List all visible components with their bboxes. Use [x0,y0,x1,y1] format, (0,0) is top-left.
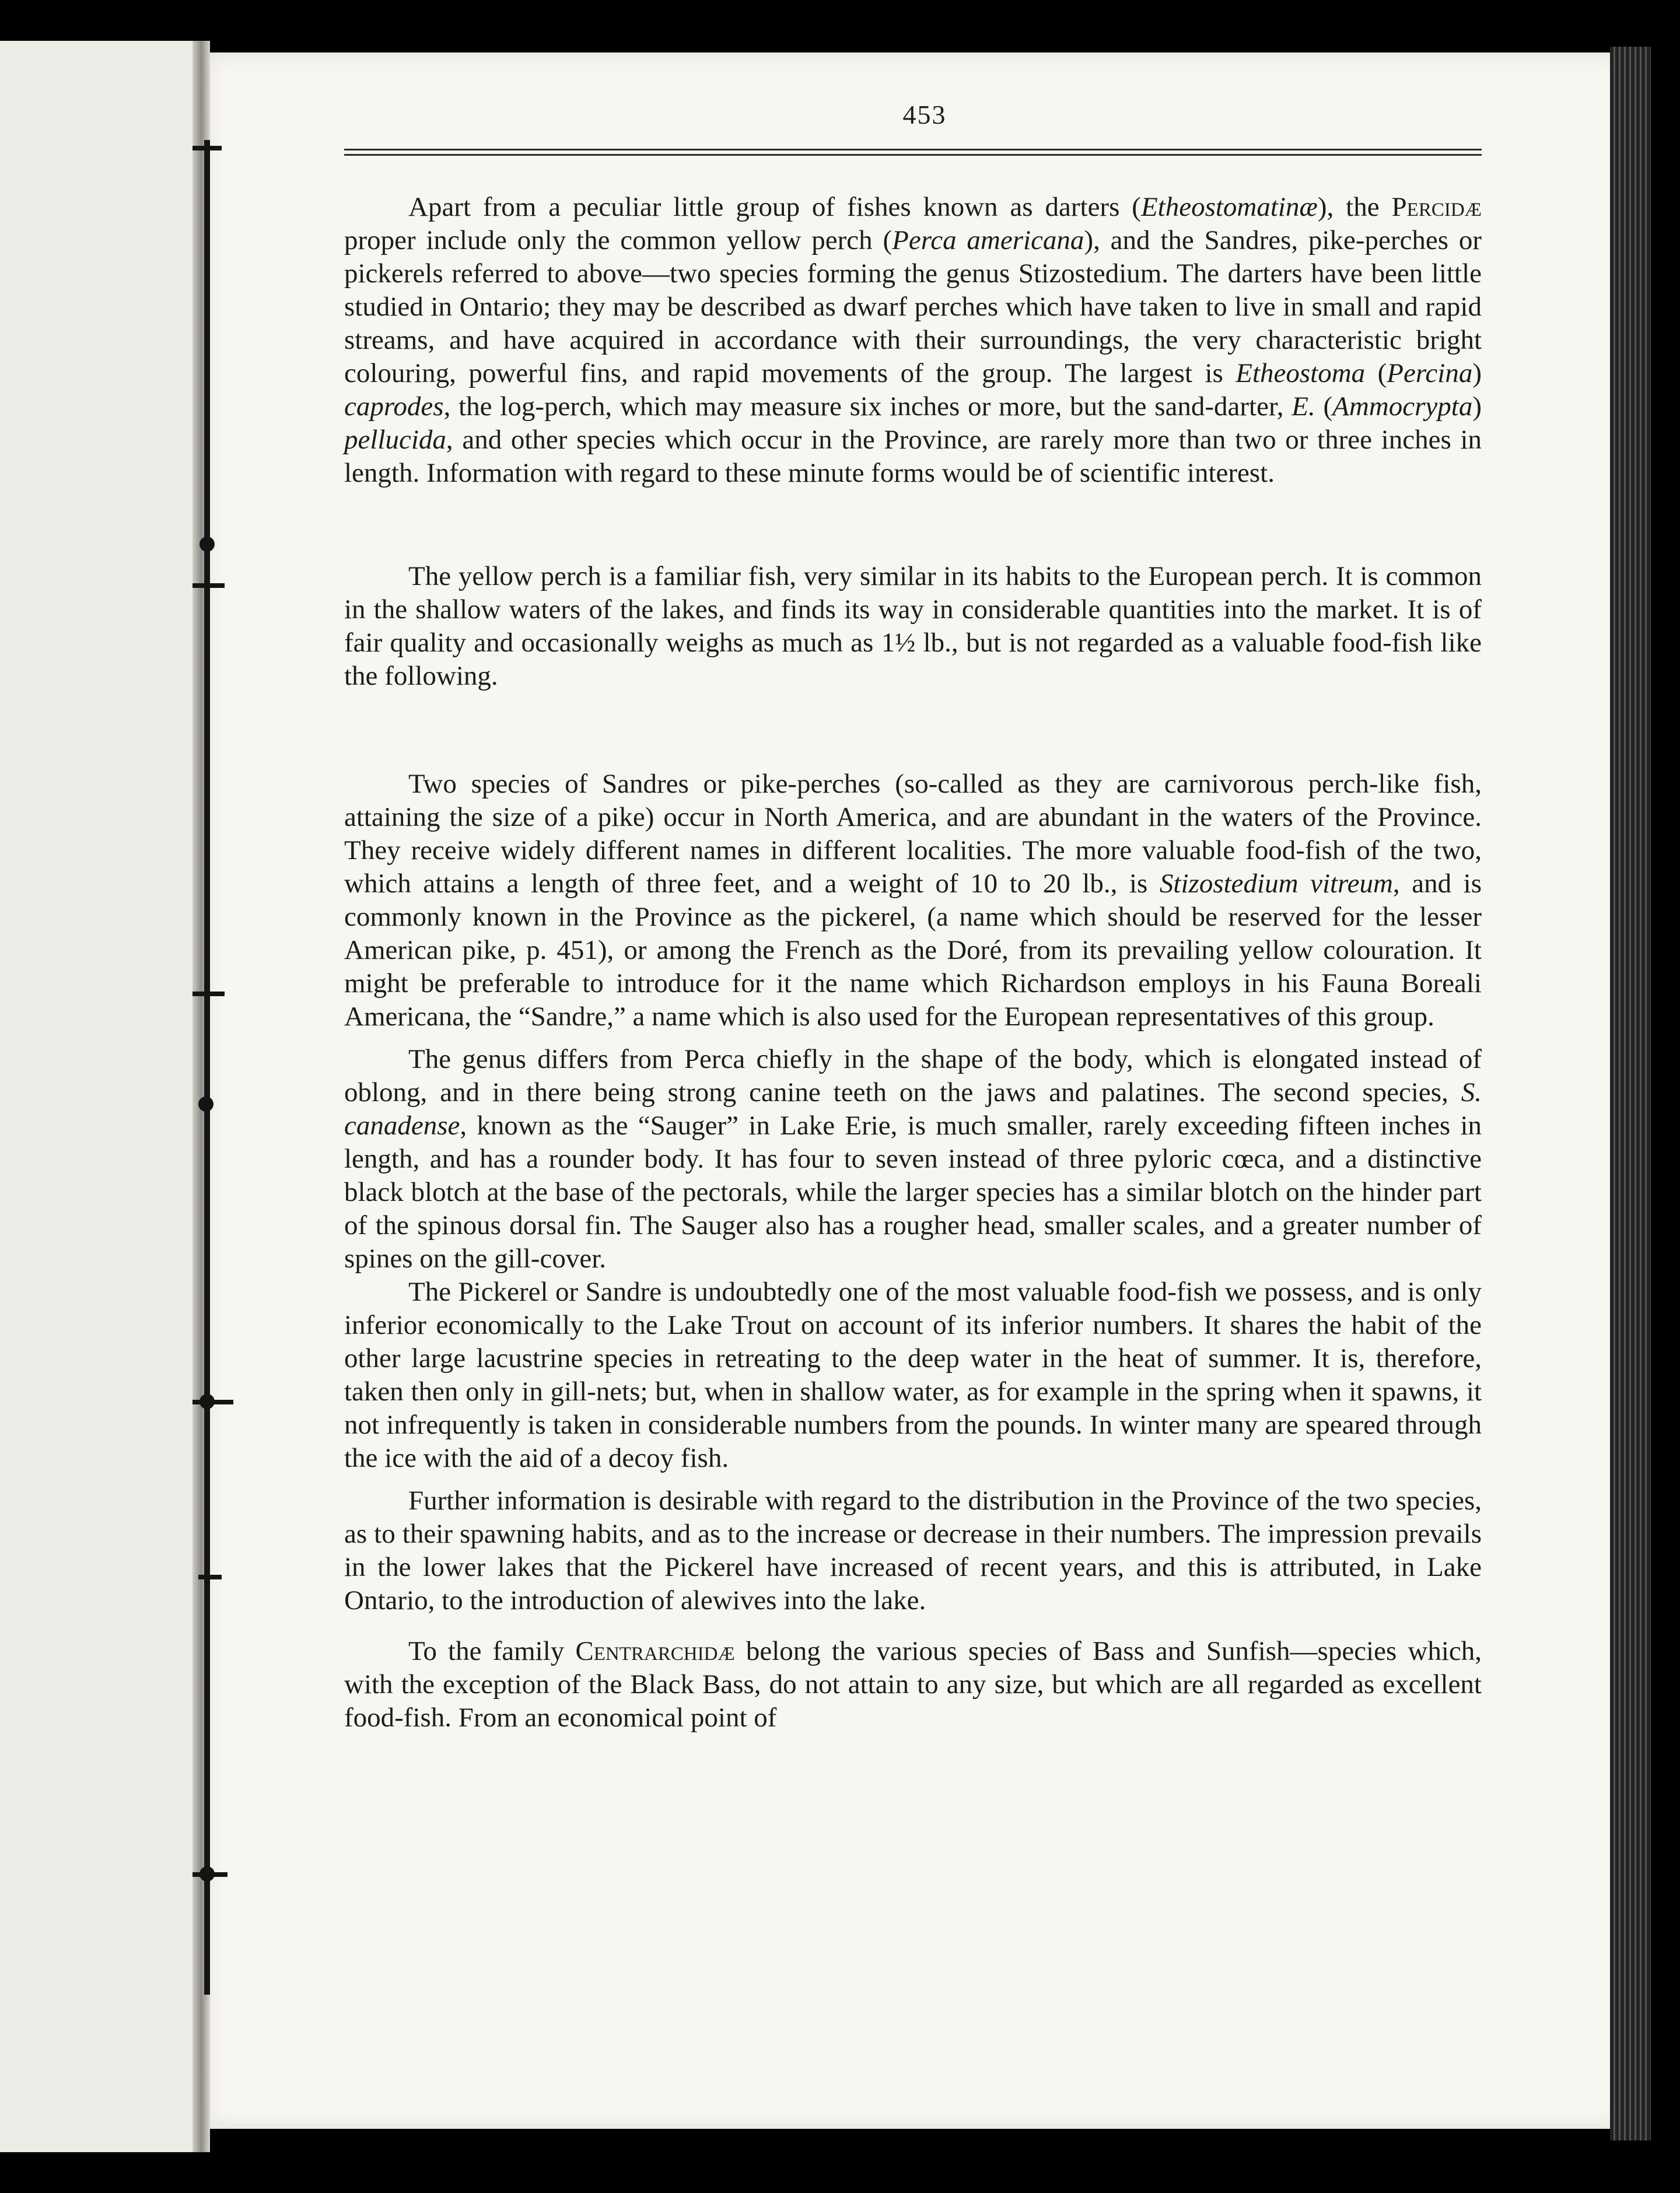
text-run: proper include only the common yellow perch ( [344,225,892,255]
text-run: Apart from a peculiar little group of fishes known as darters ( [408,192,1141,222]
paragraph-pickerel [344,1276,1482,1475]
text-run: To the family [408,1636,576,1666]
family-name: Centrarchidæ [575,1636,735,1666]
text-run: The Pickerel or Sandre is undoubtedly one of the most valuable food-fish we possess, and is only inferior economically to the Lake Trout on account of its inferior numbers. It shares the habit of the other large lacustrine species in retreating to the deep water in the heat of summer. It is, therefore, taken then only in gill-nets; but, when in shallow water, as for example in the spring when it spawns, it not infrequently is taken in considerable numbers from the pounds. In winter many are speared through the ice with the aid of a decoy fish. [344,1277,1482,1473]
thread-stitch [192,992,225,996]
text-run: ) [1472,391,1482,422]
italic-term: pellucida [344,425,446,455]
paragraph-genus-differs [344,1043,1482,1276]
page-content [344,99,1482,1735]
text-run: ), and the Sandres, pike-perches or pickerels referred to above—two species forming the genus Stizostedium. The darters have been little studied in Ontario; they may be described as dwarf perches which have taken to live in small and rapid streams, and have acquired in accordance with their surroundings, the very characteristic bright colouring, powerful fins, and rapid movements of the group. The largest is [344,225,1482,388]
text-run: ( [1365,358,1387,388]
paragraph-darters [344,191,1482,490]
italic-term: E. [1292,391,1315,422]
facing-page-edge [0,41,204,2152]
italic-term: Etheostoma [1236,358,1366,388]
text-run: belong the various species of Bass and Sunfish—species which, with the exception of the Black Bass, do not attain to any size, but which are all regarded as excellent food-fish. From an economical point of [344,1636,1482,1733]
thread-knot [198,1096,214,1112]
italic-term: Percina [1387,358,1473,388]
page-block-edges [1610,47,1651,2141]
paragraph-yellow-perch [344,560,1482,693]
text-run: ( [1315,391,1333,422]
text-run: , the log-perch, which may measure six inches or more, but the sand-darter, [443,391,1292,422]
italic-term: Etheostomatinæ [1140,192,1318,222]
text-run: Further information is desirable with regard to the distribution in the Province of the two species, as to their spawning habits, and as to the increase or decrease in their numbers. The impression prevails in the lower lakes that the Pickerel have increased of recent years, and this is attributed, in Lake Ontario, to the introduction of alewives into the lake. [344,1486,1482,1616]
thread-stitch [192,1872,228,1877]
text-run: Two species of Sandres or pike-perches (so-called as they are carnivorous perch-like fish, attaining the size of a pike) occur in North America, and are abundant in the waters of the Province. They receive widely different names in different localities. The more valuable food-fish of the two, which attains a length of three feet, and a weight of 10 to 20 lb., is [344,769,1482,899]
thread-stitch [192,1400,233,1404]
thread-stitch [192,146,222,150]
italic-term: Stizostedium vitreum [1159,868,1393,899]
thread-stitch [198,1575,222,1579]
text-run: The yellow perch is a familiar fish, very similar in its habits to the European perch. It is common in the shallow waters of the lakes, and finds its way in considerable quantities into the market. It is of fair quality and occasionally weighs as much as 1½ lb., but is not regarded as a valuable food-fish like the following. [344,561,1482,691]
paragraph-further-information [344,1484,1482,1617]
text-run: , and other species which occur in the Province, are rarely more than two or three inches in length. Information with regard to these minute forms would be of scientific interest. [344,425,1482,488]
family-name: Percidæ [1391,192,1482,222]
header-rule [344,149,1482,156]
italic-term: caprodes [344,391,444,422]
thread-knot [200,537,215,552]
italic-term: Ammocrypta [1332,391,1473,422]
binding-thread [204,140,210,1995]
text-run: ), the [1317,192,1392,222]
page-number: 453 [902,100,947,129]
paragraph-centrarchidae [344,1635,1482,1735]
paragraph-sandres [344,768,1482,1034]
text-run: The genus differs from Perca chiefly in the shape of the body, which is elongated instead of oblong, and in there being strong canine teeth on the jaws and palatines. The second species, [344,1044,1482,1108]
text-run: , known as the “Sauger” in Lake Erie, is much smaller, rarely exceeding fifteen inches in length, and has a rounder body. It has four to seven instead of three pyloric cœca, and a distinctive black blotch at the base of the pectorals, while the larger species has a similar blotch on the hinder part of the spinous dorsal fin. The Sauger also has a rougher head, smaller scales, and a greater number of spines on the gill-cover. [344,1110,1482,1274]
thread-stitch [192,583,225,588]
italic-term: Perca americana [892,225,1084,255]
text-run: , and is commonly known in the Province as the pickerel, (a name which should be reserved for the lesser American pike, p. 451), or among the French as the Doré, from its prevailing yellow colouration. It might be preferable to introduce for it the name which Richardson employs in his Fauna Boreali Americana, the “Sandre,” a name which is also used for the European representatives of this group. [344,868,1482,1032]
text-run: ) [1472,358,1482,388]
italic-term: S. canadense [344,1077,1482,1141]
